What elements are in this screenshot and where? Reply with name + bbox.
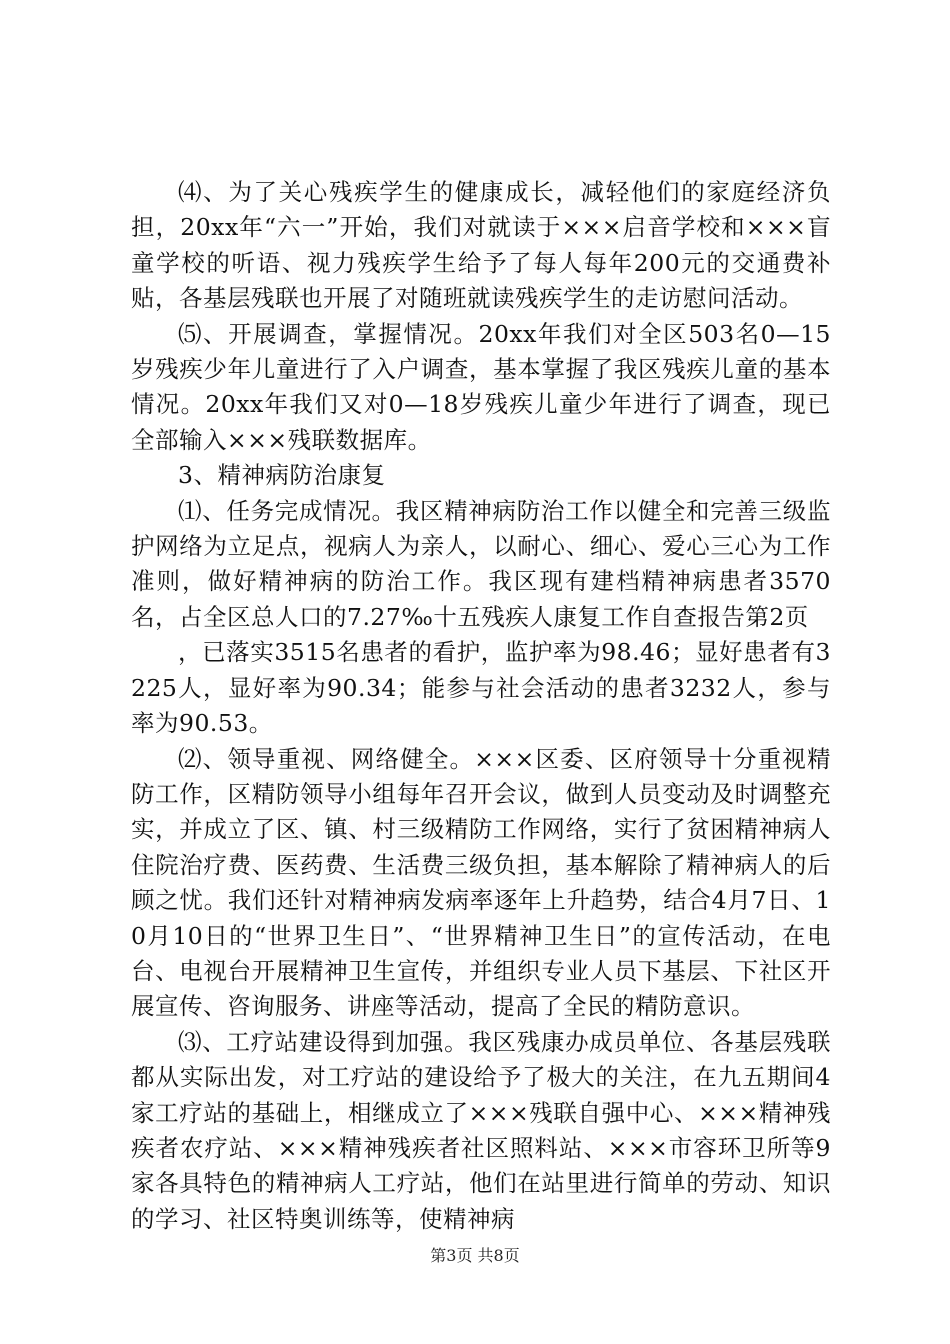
paragraph-survey: ⑸、开展调查，掌握情况。20xx年我们对全区503名0—15岁残疾少年儿童进行了入户调查，基本掌握了我区残疾儿童的基本情况。20xx年我们又对0—18岁残疾儿童少年进行了调查，现已全部输入×××残联数据库。	[131, 319, 831, 454]
paragraph-care-rates: ，已落实3515名患者的看护，监护率为98.46；显好患者有3225人，显好率为90.34；能参与社会活动的患者3232人，参与率为90.53。	[131, 638, 831, 738]
paragraph-workshop-stations: ⑶、工疗站建设得到加强。我区残康办成员单位、各基层残联都从实际出发，对工疗站的建设给予了极大的关注，在九五期间4家工疗站的基础上，相继成立了×××残联自强中心、×××精神残疾者农疗站、×××精神残疾者社区照料站、×××市容环卫所等9家各具特色的精神病人工疗站，他们在站里进行简单的劳动、知识的学习、社区特奥训练等，使精神病	[131, 1027, 831, 1233]
paragraph-task-completion: ⑴、任务完成情况。我区精神病防治工作以健全和完善三级监护网络为立足点，视病人为亲人，以耐心、细心、爱心三心为工作准则，做好精神病的防治工作。我区现有建档精神病患者3570名，占全区总人口的7.27‰十五残疾人康复工作自查报告第2页	[131, 496, 831, 631]
page-footer: 第3页 共8页	[430, 1246, 520, 1265]
section-heading-mental-health: 3、精神病防治康复	[178, 461, 386, 490]
paragraph-student-subsidy: ⑷、为了关心残疾学生的健康成长，减轻他们的家庭经济负担，20xx年“六一”开始，我们对就读于×××启音学校和×××盲童学校的听语、视力残疾学生给予了每人每年200元的交通费补贴，各基层残联也开展了对随班就读残疾学生的走访慰问活动。	[131, 178, 831, 313]
paragraph-leadership-network: ⑵、领导重视、网络健全。×××区委、区府领导十分重视精防工作，区精防领导小组每年召开会议，做到人员变动及时调整充实，并成立了区、镇、村三级精防工作网络，实行了贫困精神病人住院治疗费、医药费、生活费三级负担，基本解除了精神病人的后顾之忧。我们还针对精神病发病率逐年上升趋势，结合4月7日、10月10日的“世界卫生日”、“世界精神卫生日”的宣传活动，在电台、电视台开展精神卫生宣传，并组织专业人员下基层、下社区开展宣传、咨询服务、讲座等活动，提高了全民的精防意识。	[131, 744, 831, 1021]
document-body	[131, 175, 831, 1237]
